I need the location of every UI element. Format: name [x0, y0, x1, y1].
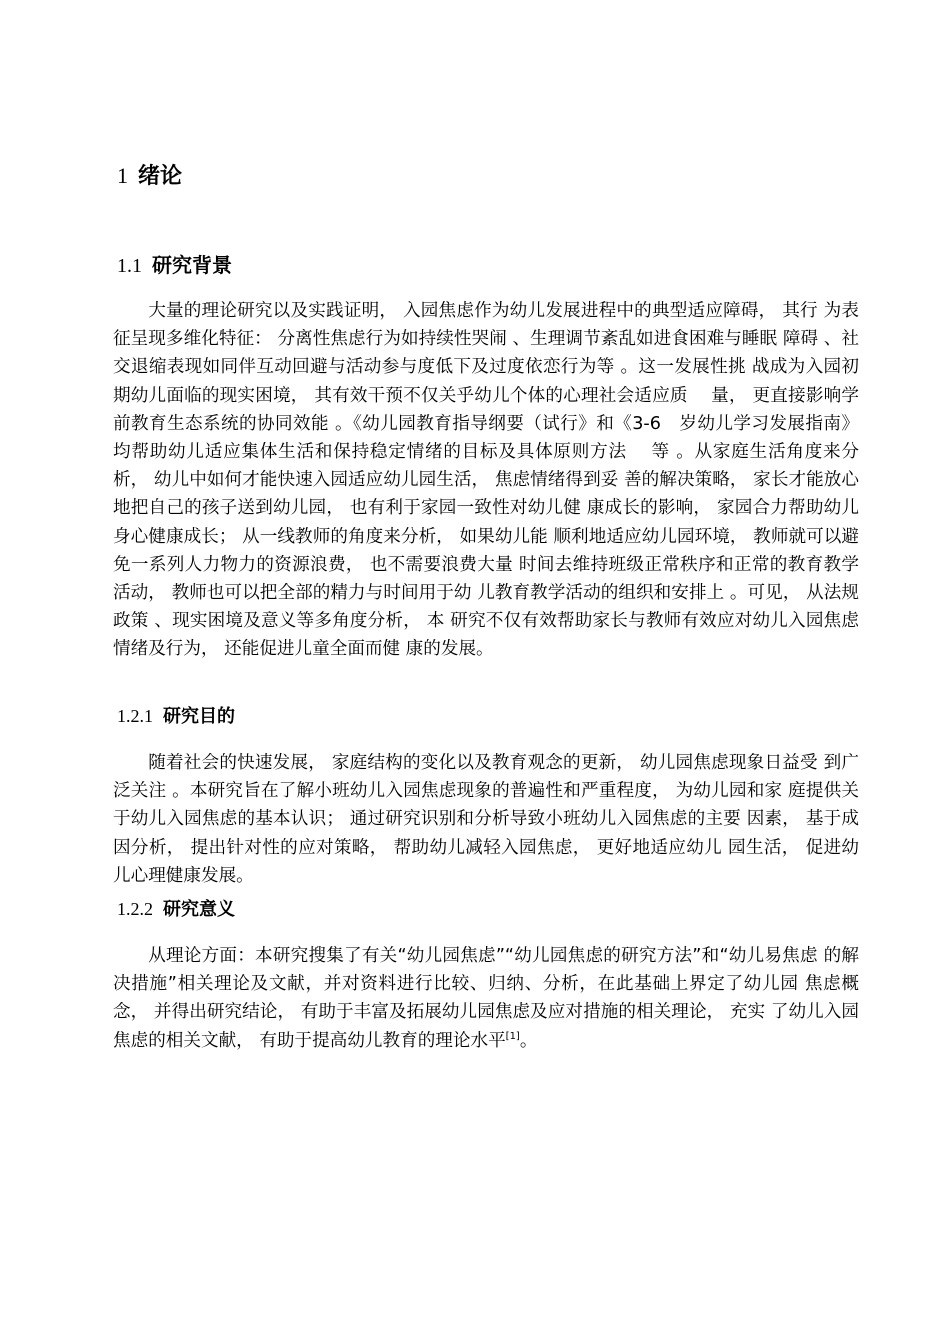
significance-title: 研究意义	[163, 899, 235, 920]
purpose-paragraph: 随着社会的快速发展， 家庭结构的变化以及教育观念的更新， 幼儿园焦虑现象日益受 到广泛关注 。本研究旨在了解小班幼儿入园焦虑现象的普遍性和严重程度， 为幼儿园和家 庭提供关于幼儿入园焦虑的基本认识； 通过研究识别和分析导致小班幼儿入园焦虑的主要 因素， 基于成因分析， 提出针对性的应对策略， 帮助幼儿减轻入园焦虑， 更好地适应幼儿 园生活， 促进幼儿心理健康发展。	[113, 753, 859, 886]
subsection-title: 研究背景	[152, 253, 232, 277]
significance-paragraph	[113, 942, 859, 1055]
subsubsection-heading-significance	[117, 895, 235, 924]
significance-number: 1.2.2	[117, 899, 153, 919]
section-title: 绪论	[138, 164, 183, 189]
subsection-heading-background	[117, 250, 232, 281]
significance-end-punct: 。	[519, 1030, 538, 1051]
significance-text: 从理论方面：本研究搜集了有关“幼儿园焦虑”“幼儿园焦虑的研究方法”和“幼儿易焦虑 的解决措施”相关理论及文献，并对资料进行比较、归纳、分析，在此基础上界定了幼儿园 焦虑概念， 并得出研究结论， 有助于丰富及拓展幼儿园焦虑及应对措施的相关理论， 充实 了幼儿入园焦虑的相关文献， 有助于提高幼儿教育的理论水平	[113, 946, 859, 1051]
purpose-number: 1.2.1	[117, 706, 153, 726]
subsection-number: 1.1	[117, 255, 142, 277]
background-paragraph: 大量的理论研究以及实践证明， 入园焦虑作为幼儿发展进程中的典型适应障碍， 其行 为表征呈现多维化特征： 分离性焦虑行为如持续性哭闹 、生理调节紊乱如进食困难与睡眠 障碍 、社交退缩表现如同伴互动回避与活动参与度低下及过度依恋行为等 。这一发展性挑 战成为入园初期幼儿面临的现实困境， 其有效干预不仅关乎幼儿个体的心理社会适应质 量， 更直接影响学前教育生态系统的协同效能 。《幼儿园教育指导纲要（试行》和《3-6 岁幼儿学习发展指南》均帮助幼儿适应集体生活和保持稳定情绪的目标及具体原则方法 等 。从家庭生活角度来分析， 幼儿中如何才能快速入园适应幼儿园生活， 焦虑情绪得到妥 善的解决策略， 家长才能放心地把自己的孩子送到幼儿园， 也有利于家园一致性对幼儿健 康成长的影响， 家园合力帮助幼儿身心健康成长； 从一线教师的角度来分析， 如果幼儿能 顺利地适应幼儿园环境， 教师就可以避免一系列人力物力的资源浪费， 也不需要浪费大量 时间去维持班级正常秩序和正常的教育教学活动， 教师也可以把全部的精力与时间用于幼 儿教育教学活动的组织和安排上 。可见， 从法规政策 、现实困境及意义等多角度分析， 本 研究不仅有效帮助家长与教师有效应对幼儿入园焦虑情绪及行为， 还能促进儿童全面而健 康的发展。	[113, 301, 859, 660]
subsubsection-heading-purpose	[117, 702, 235, 731]
citation-marker: [1]	[505, 1030, 520, 1042]
purpose-title: 研究目的	[163, 706, 235, 727]
section-number: 1	[117, 163, 128, 188]
section-heading	[117, 160, 182, 193]
